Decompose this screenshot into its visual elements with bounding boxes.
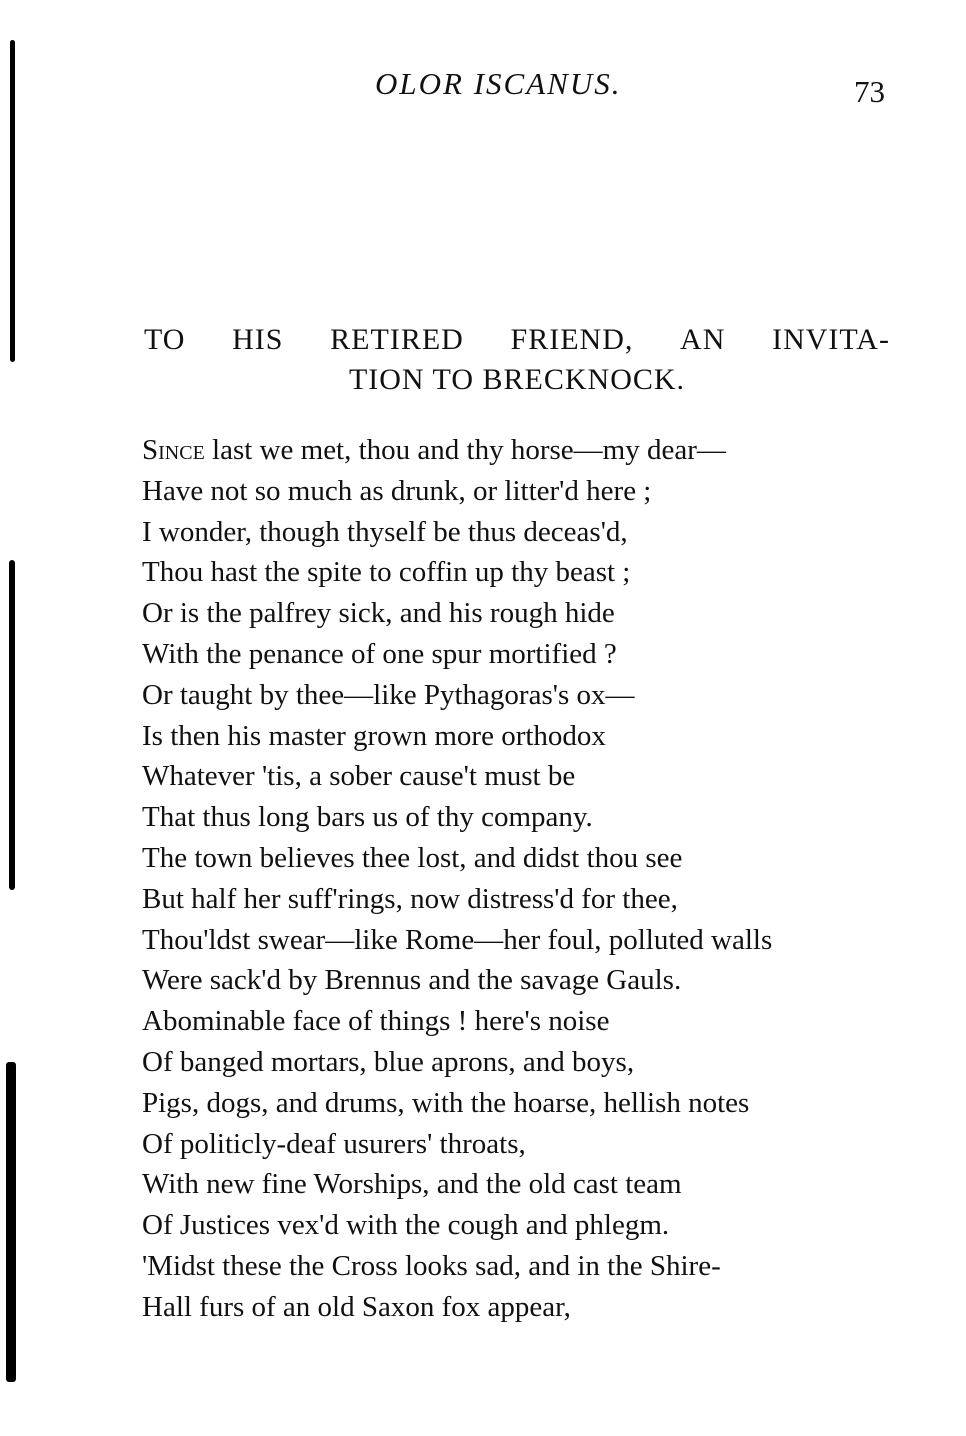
- verse-line: But half her suff'rings, now distress'd for thee,: [142, 882, 678, 915]
- verse-line: Were sack'd by Brennus and the savage Gauls.: [142, 964, 682, 997]
- binding-edge-mark: [6, 1062, 16, 1382]
- title-word: TO: [144, 323, 186, 356]
- first-word: Since: [142, 434, 205, 466]
- verse-line: Pigs, dogs, and drums, with the hoarse, hellish notes: [142, 1086, 750, 1119]
- verse-line: Of Justices vex'd with the cough and phlegm.: [142, 1209, 670, 1242]
- poem-title-line-2: TION TO BRECKNOCK.: [348, 363, 686, 396]
- verse-line: Whatever 'tis, a sober cause't must be: [142, 760, 576, 793]
- page-number: 73: [854, 74, 885, 109]
- title-word: FRIEND,: [510, 323, 634, 356]
- verse-line: Or is the palfrey sick, and his rough hide: [142, 597, 615, 630]
- title-word: INVITA-: [772, 323, 890, 356]
- verse-line: With the penance of one spur mortified ?: [142, 637, 617, 670]
- verse-line: Thou hast the spite to coffin up thy beast ;: [142, 556, 631, 589]
- title-word: HIS: [232, 323, 284, 356]
- title-word: AN: [680, 323, 726, 356]
- verse-line: Thou'ldst swear—like Rome—her foul, polluted walls: [142, 923, 773, 956]
- verse-line: 'Midst these the Cross looks sad, and in the Shire-: [142, 1249, 721, 1282]
- title-word: RETIRED: [330, 323, 464, 356]
- verse-line: With new fine Worships, and the old cast team: [142, 1168, 682, 1201]
- verse-line: Of banged mortars, blue aprons, and boys,: [142, 1045, 635, 1078]
- verse-line: Of politicly-deaf usurers' throats,: [142, 1127, 526, 1160]
- first-line-text: last we met, thou and thy horse—my dear—: [204, 434, 726, 466]
- poem-body: [142, 430, 902, 1328]
- binding-edge-mark: [9, 560, 15, 890]
- verse-line: Is then his master grown more orthodox: [142, 719, 606, 752]
- verse-line: The town believes thee lost, and didst thou see: [142, 841, 683, 874]
- verse-line: Abominable face of things ! here's noise: [142, 1005, 610, 1038]
- verse-line: I wonder, though thyself be thus deceas'd,: [142, 515, 628, 548]
- verse-line: Or taught by thee—like Pythagoras's ox—: [142, 678, 635, 711]
- running-head: [0, 66, 966, 109]
- poem-title-line-1: [144, 320, 890, 360]
- verse-line: Have not so much as drunk, or litter'd here ;: [142, 474, 652, 507]
- verse-line: Hall furs of an old Saxon fox appear,: [142, 1290, 571, 1323]
- running-title: OLOR ISCANUS.: [375, 66, 622, 101]
- verse-line: That thus long bars us of thy company.: [142, 801, 593, 834]
- verse-line: [142, 430, 902, 471]
- poem-title: [144, 320, 890, 400]
